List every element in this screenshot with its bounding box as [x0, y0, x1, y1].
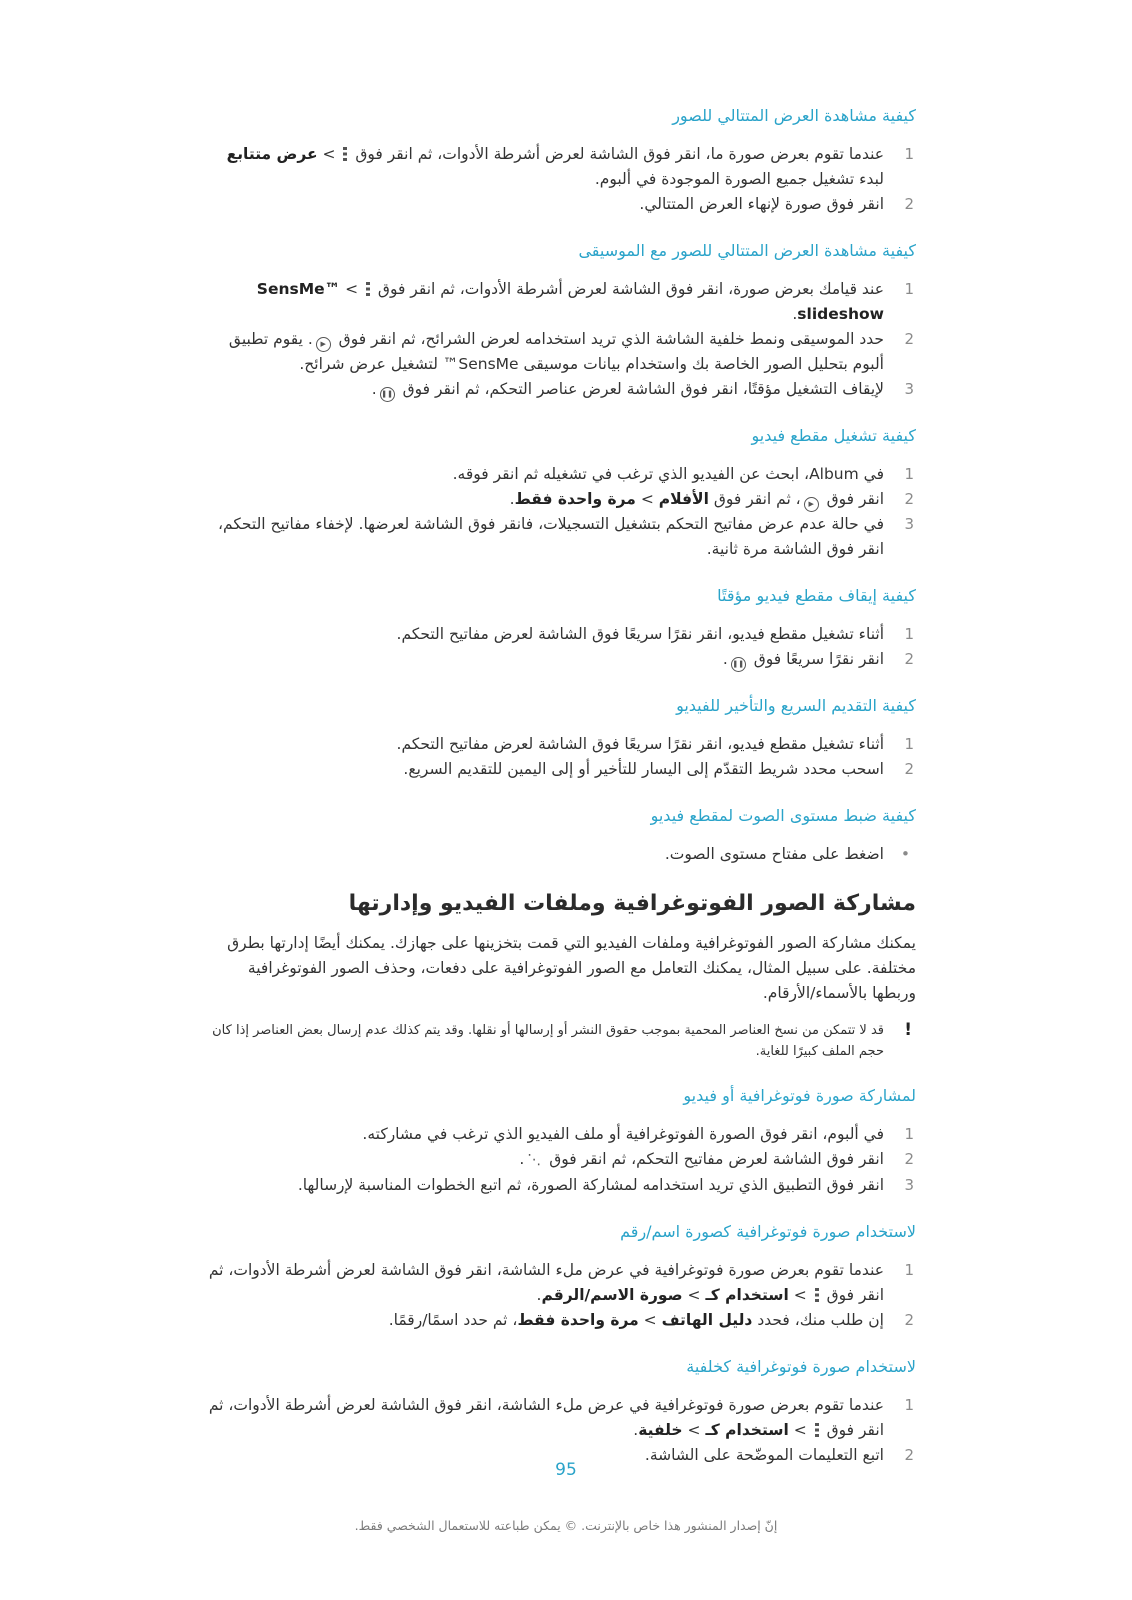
play-icon: ▶: [804, 497, 819, 512]
step-item: [200, 327, 916, 377]
play-icon: ▶: [316, 337, 331, 352]
section-title: كيفية مشاهدة العرض المتتالي للصور: [672, 106, 916, 125]
text-run: .: [633, 1421, 639, 1439]
steps-list: [200, 277, 916, 402]
step-number: 3: [904, 1176, 914, 1194]
step-number: 2: [904, 1311, 914, 1329]
step-number: 3: [904, 380, 914, 398]
text-run: أثناء تشغيل مقطع فيديو، انقر نقرًا سريعًا فوق الشاشة لعرض مفاتيح التحكم.: [396, 625, 884, 643]
footer-text: إنّ إصدار المنشور هذا خاص بالإنترنت. © يمكن طباعته للاستعمال الشخصي فقط.: [354, 1518, 778, 1533]
document-body: [200, 104, 916, 1490]
ui-term: عرض متتابع: [226, 145, 318, 163]
menu-icon: [815, 1423, 819, 1437]
step-item: [200, 1308, 916, 1333]
text-run: >: [638, 1311, 662, 1329]
step-item: [200, 377, 916, 402]
share-icon: ⋰: [527, 1152, 542, 1168]
text-run: عندما تقوم بعرض صورة فوتوغرافية في عرض ملء الشاشة، انقر فوق الشاشة لعرض أشرطة الأدوات، ثم انقر فوق: [208, 1261, 884, 1304]
step-number: 2: [904, 650, 914, 668]
text-run: في ألبوم، انقر فوق الصورة الفوتوغرافية أو ملف الفيديو الذي ترغب في مشاركته.: [362, 1125, 884, 1143]
step-number: 2: [904, 760, 914, 778]
text-run: >: [340, 280, 363, 298]
section-title: كيفية التقديم السريع والتأخير للفيديو: [676, 696, 916, 715]
section-title: كيفية مشاهدة العرض المتتالي للصور مع الموسيقى: [578, 241, 916, 260]
sections-group-2: [200, 1084, 916, 1468]
step-number: 1: [904, 145, 914, 163]
ui-term: صورة الاسم/الرقم: [541, 1286, 683, 1304]
steps-list: [200, 1393, 916, 1468]
text-run: . يقوم تطبيق ألبوم بتحليل الصور الخاصة بك واستخدام بيانات موسيقى SensMe™ لتشغيل عرض شرائح.: [228, 330, 884, 373]
steps-list: [200, 462, 916, 562]
text-run: ، ثم حدد اسمًا/رقمًا.: [388, 1311, 518, 1329]
text-run: اسحب محدد شريط التقدّم إلى اليسار للتأخير أو إلى اليمين للتقديم السريع.: [403, 760, 884, 778]
steps-list: [200, 142, 916, 217]
page-number: 95: [555, 1460, 577, 1480]
section-title: لمشاركة صورة فوتوغرافية أو فيديو: [683, 1086, 916, 1105]
menu-icon: [343, 147, 347, 161]
step-item: [200, 757, 916, 782]
text-run: .: [792, 305, 798, 323]
step-item: [200, 732, 916, 757]
bullet-list: [200, 842, 916, 867]
note-text: قد لا تتمكن من نسخ العناصر المحمية بموجب حقوق النشر أو إرسالها أو نقلها. وقد يتم كذلك عدم إرسال بعض العناصر إذا كان حجم الملف كبيرًا للغاية.: [212, 1023, 884, 1059]
ui-term: دليل الهاتف: [661, 1311, 753, 1329]
step-item: [200, 1393, 916, 1443]
text-run: انقر نقرًا سريعًا فوق: [748, 650, 884, 668]
text-run: عندما تقوم بعرض صورة فوتوغرافية في عرض ملء الشاشة، انقر فوق الشاشة لعرض أشرطة الأدوات، ثم انقر فوق: [208, 1396, 884, 1439]
step-item: [200, 1122, 916, 1147]
text-run: >: [682, 1421, 706, 1439]
ui-term: الأفلام: [658, 490, 709, 508]
step-number: 2: [904, 1446, 914, 1464]
ui-term: خلفية: [638, 1421, 683, 1439]
text-run: >: [788, 1421, 812, 1439]
text-run: انقر فوق الشاشة لعرض مفاتيح التحكم، ثم انقر فوق: [544, 1150, 884, 1168]
section-title: لاستخدام صورة فوتوغرافية كخلفية: [686, 1357, 916, 1376]
step-number: 2: [904, 490, 914, 508]
bullet-item: [200, 842, 916, 867]
text-run: >: [635, 490, 659, 508]
section-title: لاستخدام صورة فوتوغرافية كصورة اسم/رقم: [620, 1222, 916, 1241]
text-run: إن طلب منك، فحدد: [752, 1311, 884, 1329]
text-run: >: [317, 145, 341, 163]
text-run: .: [722, 650, 728, 668]
step-item: [200, 192, 916, 217]
text-run: أثناء تشغيل مقطع فيديو، انقر نقرًا سريعًا فوق الشاشة لعرض مفاتيح التحكم.: [396, 735, 884, 753]
menu-icon: [815, 1288, 819, 1302]
step-item: [200, 142, 916, 192]
step-number: 3: [904, 515, 914, 533]
steps-list: [200, 1122, 916, 1198]
section-title: كيفية ضبط مستوى الصوت لمقطع فيديو: [650, 806, 916, 825]
step-item: [200, 487, 916, 512]
text-run: انقر فوق صورة لإنهاء العرض المتتالي.: [639, 195, 884, 213]
step-item: [200, 1173, 916, 1198]
step-item: [200, 1147, 916, 1173]
step-number: 1: [904, 1396, 914, 1414]
text-run: لإيقاف التشغيل مؤقتًا، انقر فوق الشاشة لعرض عناصر التحكم، ثم انقر فوق: [397, 380, 884, 398]
ui-term: استخدام كـ: [705, 1421, 789, 1439]
step-number: 1: [904, 465, 914, 483]
text-run: اضغط على مفتاح مستوى الصوت.: [664, 845, 884, 863]
sections-group-1: [200, 104, 916, 867]
step-number: 1: [904, 280, 914, 298]
step-number: 1: [904, 1125, 914, 1143]
intro-paragraph: يمكنك مشاركة الصور الفوتوغرافية وملفات الفيديو التي قمت بتخزينها على جهازك. يمكنك أيضًا إدارتها بطرق مختلفة. على سبيل المثال، يمكنك التعامل مع الصور الفوتوغرافية على دفعات، وحذف الصور الفوتوغرافية وربطها بالأسماء/الأرقام.: [227, 934, 916, 1002]
step-item: [200, 1258, 916, 1308]
step-item: [200, 512, 916, 562]
main-heading: مشاركة الصور الفوتوغرافية وملفات الفيديو وإدارتها: [348, 891, 916, 916]
step-item: [200, 462, 916, 487]
step-number: 1: [904, 625, 914, 643]
text-run: >: [788, 1286, 812, 1304]
section-title: كيفية إيقاف مقطع فيديو مؤقتًا: [717, 586, 916, 605]
bullet-icon: •: [900, 845, 910, 863]
step-item: [200, 277, 916, 327]
text-run: >: [682, 1286, 706, 1304]
step-item: [200, 622, 916, 647]
ui-term: SensMe™ slideshow: [256, 280, 884, 323]
steps-list: [200, 732, 916, 782]
text-run: .: [519, 1150, 525, 1168]
section-title: كيفية تشغيل مقطع فيديو: [751, 426, 916, 445]
text-run: عند قيامك بعرض صورة، انقر فوق الشاشة لعرض أشرطة الأدوات، ثم انقر فوق: [373, 280, 884, 298]
text-run: انقر فوق: [821, 490, 884, 508]
step-number: 1: [904, 735, 914, 753]
ui-term: استخدام كـ: [705, 1286, 789, 1304]
pause-icon: ❚❚: [731, 657, 746, 672]
text-run: اتبع التعليمات الموضّحة على الشاشة.: [644, 1446, 884, 1464]
text-run: انقر فوق التطبيق الذي تريد استخدامه لمشاركة الصورة، ثم اتبع الخطوات المناسبة لإرسالها.: [297, 1176, 884, 1194]
step-number: 2: [904, 330, 914, 348]
text-run: .: [509, 490, 515, 508]
text-run: ، ثم انقر فوق: [708, 490, 801, 508]
text-run: .: [536, 1286, 542, 1304]
note: [200, 1020, 916, 1062]
text-run: .: [371, 380, 377, 398]
text-run: حدد الموسيقى ونمط خلفية الشاشة الذي تريد استخدامه لعرض الشرائح، ثم انقر فوق: [333, 330, 884, 348]
step-item: [200, 647, 916, 672]
step-number: 1: [904, 1261, 914, 1279]
step-number: 2: [904, 1150, 914, 1168]
steps-list: [200, 622, 916, 672]
ui-term: مرة واحدة فقط: [517, 1311, 639, 1329]
text-run: في حالة عدم عرض مفاتيح التحكم بتشغيل التسجيلات، فانقر فوق الشاشة لعرضها. لإخفاء مفاتيح التحكم، انقر فوق الشاشة مرة ثانية.: [218, 515, 884, 558]
ui-term: مرة واحدة فقط: [514, 490, 636, 508]
warning-icon: !: [904, 1020, 912, 1040]
text-run: عندما تقوم بعرض صورة ما، انقر فوق الشاشة لعرض أشرطة الأدوات، ثم انقر فوق: [350, 145, 884, 163]
text-run: في Album، ابحث عن الفيديو الذي ترغب في تشغيله ثم انقر فوقه.: [452, 465, 884, 483]
text-run: لبدء تشغيل جميع الصورة الموجودة في ألبوم.: [594, 170, 884, 188]
step-number: 2: [904, 195, 914, 213]
steps-list: [200, 1258, 916, 1333]
pause-icon: ❚❚: [380, 387, 395, 402]
menu-icon: [366, 282, 370, 296]
